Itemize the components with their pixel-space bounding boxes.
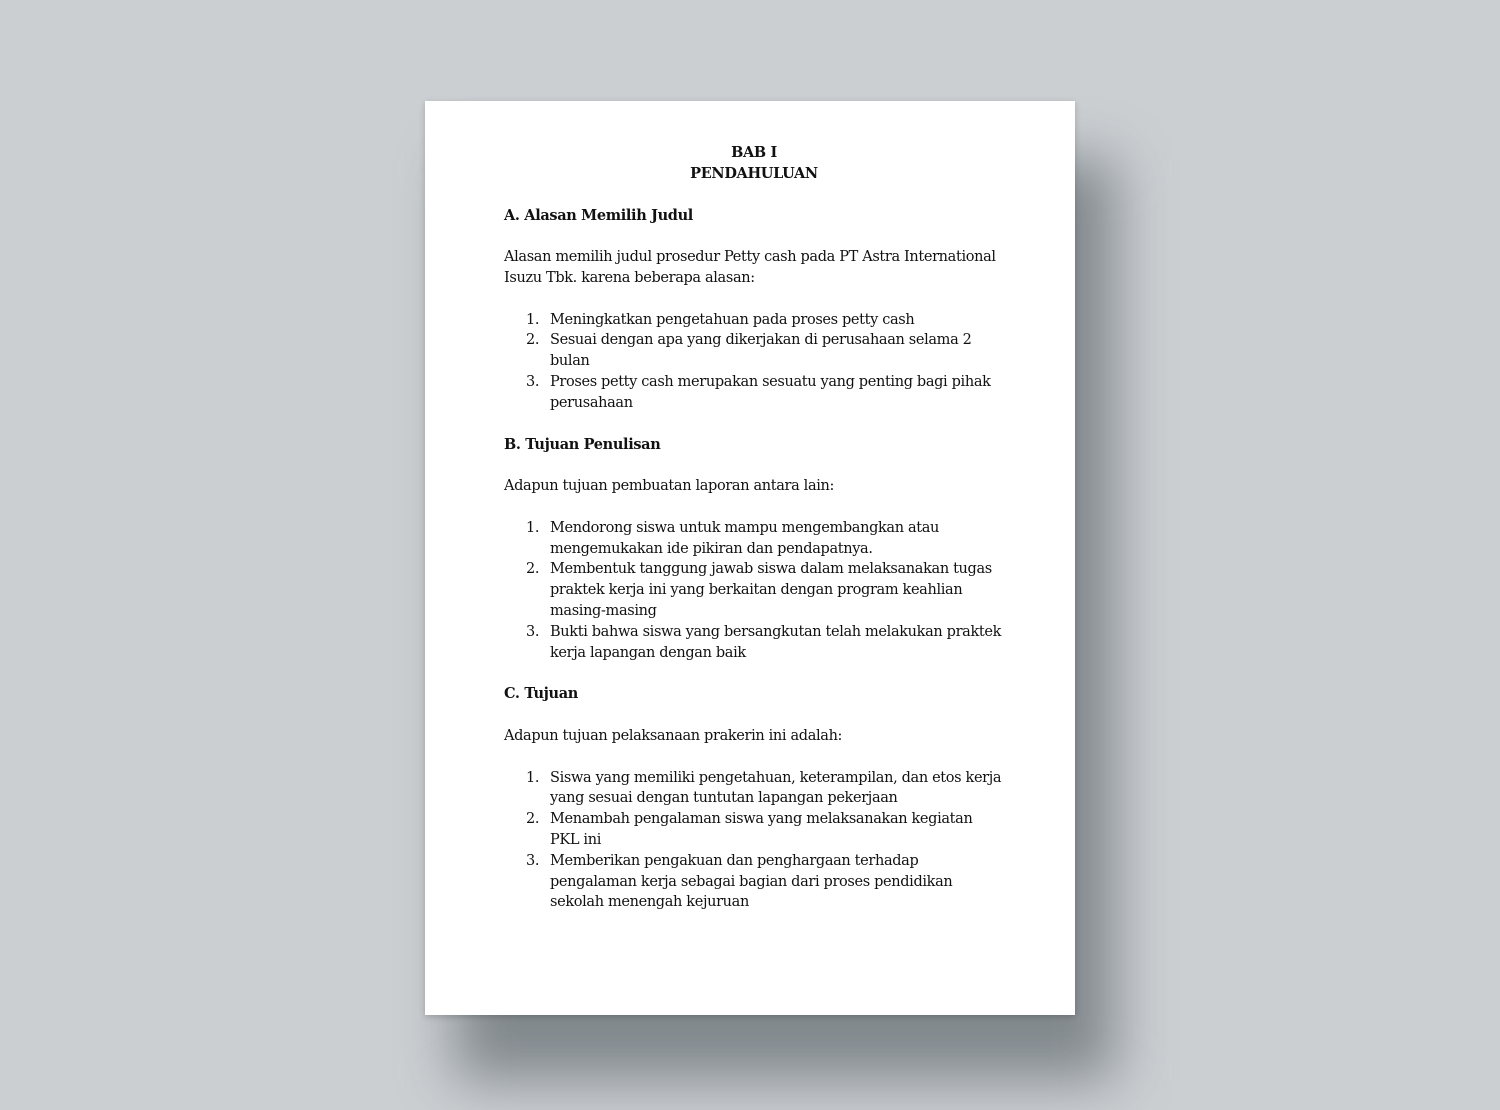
section-c — [504, 684, 1004, 913]
list-item-text: Memberikan pengakuan dan penghargaan terhadap pengalaman kerja sebagai bagian dari proses pendidikan sekolah menengah kejuruan — [550, 852, 953, 911]
section-intro: Alasan memilih judul prosedur Petty cash pada PT Astra International Isuzu Tbk. karena beberapa alasan: — [504, 249, 996, 286]
chapter-number: BAB I — [731, 144, 777, 161]
list-item-text: Menambah pengalaman siswa yang melaksanakan kegiatan PKL ini — [550, 811, 973, 848]
list-number: 2. — [526, 811, 540, 828]
section-intro: Adapun tujuan pelaksanaan prakerin ini adalah: — [504, 727, 843, 744]
list-number: 3. — [526, 373, 540, 390]
list-item-text: Meningkatkan pengetahuan pada proses petty cash — [550, 311, 915, 328]
section-intro: Adapun tujuan pembuatan laporan antara lain: — [504, 478, 835, 495]
list-item-text: Siswa yang memiliki pengetahuan, keterampilan, dan etos kerja yang sesuai dengan tuntutan lapangan pekerjaan — [550, 769, 1002, 807]
list-number: 3. — [526, 852, 540, 869]
list-item-text: Mendorong siswa untuk mampu mengembangkan atau mengemukakan ide pikiran dan pendapatnya. — [550, 519, 940, 557]
section-heading: C. Tujuan — [504, 685, 578, 703]
list-item-text: Proses petty cash merupakan sesuatu yang penting bagi pihak perusahaan — [550, 373, 991, 411]
chapter-title: PENDAHULUAN — [690, 164, 818, 182]
list-number: 1. — [526, 519, 540, 536]
section-b — [504, 435, 1004, 664]
list-item — [504, 809, 1004, 851]
list-item — [504, 851, 1004, 913]
list-number: 1. — [526, 769, 540, 786]
list-item — [504, 310, 1004, 331]
numbered-list — [504, 518, 1004, 664]
list-item — [504, 372, 1004, 414]
list-item-text: Sesuai dengan apa yang dikerjakan di perusahaan selama 2 bulan — [550, 332, 972, 370]
section-heading: A. Alasan Memilih Judul — [504, 206, 693, 224]
numbered-list — [504, 310, 1004, 414]
section-heading: B. Tujuan Penulisan — [504, 435, 661, 453]
list-item — [504, 622, 1004, 664]
document-page — [425, 101, 1075, 1015]
chapter-heading — [504, 143, 1004, 185]
list-item — [504, 768, 1004, 810]
list-item-text: Membentuk tanggung jawab siswa dalam melaksanakan tugas praktek kerja ini yang berkaitan dengan program keahlian masing-masing — [550, 561, 992, 619]
section-a — [504, 206, 1004, 414]
document-body — [504, 143, 1004, 913]
list-number: 3. — [526, 623, 540, 640]
list-item-text: Bukti bahwa siswa yang bersangkutan telah melakukan praktek kerja lapangan dengan baik — [550, 623, 1002, 661]
list-item — [504, 518, 1004, 560]
list-number: 2. — [526, 561, 540, 578]
numbered-list — [504, 768, 1004, 914]
list-item — [504, 559, 1004, 621]
list-number: 2. — [526, 332, 540, 349]
list-item — [504, 330, 1004, 372]
list-number: 1. — [526, 311, 540, 328]
